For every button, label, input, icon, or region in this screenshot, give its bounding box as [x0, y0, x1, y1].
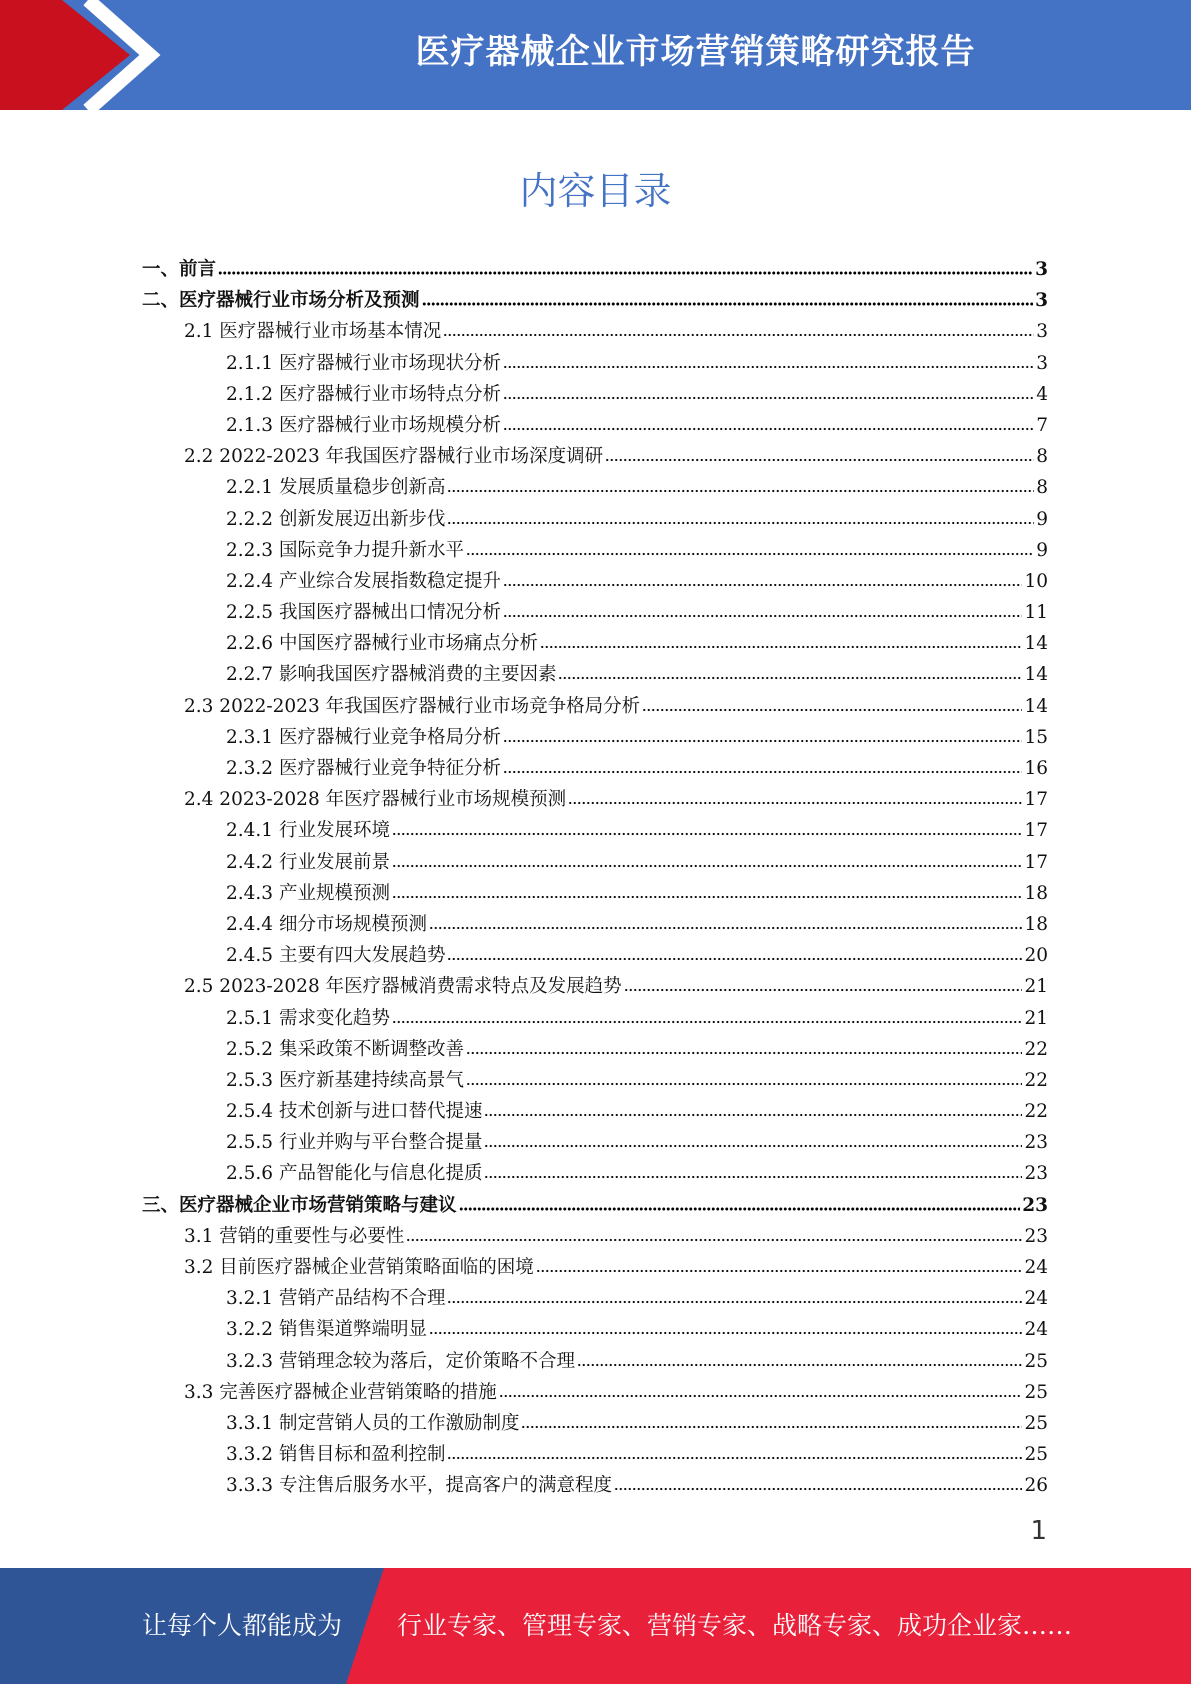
toc-entry-page: 18 [1024, 913, 1048, 935]
toc-dot-leader [568, 797, 1022, 805]
toc-entry-title: 3.3.1 制定营销人员的工作激励制度 [226, 1412, 520, 1434]
toc-entry-title: 2.2.2 创新发展迈出新步伐 [226, 508, 446, 530]
toc-entry[interactable] [142, 285, 1048, 316]
toc-entry[interactable] [142, 566, 1048, 597]
toc-dot-leader [466, 548, 1034, 556]
toc-dot-leader [605, 454, 1034, 462]
toc-entry[interactable] [142, 1252, 1048, 1283]
toc-entry-title: 2.3.1 医疗器械行业竞争格局分析 [226, 726, 501, 748]
toc-entry-page: 17 [1024, 789, 1048, 811]
toc-dot-leader [577, 1359, 1022, 1367]
toc-entry-page: 20 [1024, 945, 1048, 967]
toc-heading: 内容目录 [519, 169, 672, 213]
table-of-contents [142, 254, 1048, 1502]
toc-dot-leader [392, 891, 1022, 899]
toc-dot-leader [443, 329, 1034, 337]
toc-dot-leader [614, 1483, 1022, 1491]
footer-slogan-right: 行业专家、管理专家、营销专家、战略专家、成功企业家…… [397, 1611, 1073, 1640]
toc-dot-leader [447, 953, 1022, 961]
toc-dot-leader [624, 984, 1023, 992]
toc-entry-page: 8 [1036, 477, 1048, 499]
toc-entry[interactable] [142, 815, 1048, 846]
toc-entry-page: 3 [1035, 259, 1048, 280]
toc-entry-title: 2.4.3 产业规模预测 [226, 882, 390, 904]
toc-entry[interactable] [142, 628, 1048, 659]
toc-dot-leader [466, 1078, 1022, 1086]
toc-dot-leader [503, 579, 1022, 587]
toc-entry-page: 21 [1024, 976, 1048, 998]
toc-entry[interactable] [142, 472, 1048, 503]
toc-dot-leader [503, 392, 1034, 400]
toc-dot-leader [447, 1296, 1022, 1304]
toc-entry[interactable] [142, 535, 1048, 566]
toc-dot-leader [521, 1421, 1022, 1429]
toc-entry-page: 10 [1024, 570, 1048, 592]
page-number: 1 [1030, 1516, 1047, 1546]
toc-entry[interactable] [142, 722, 1048, 753]
toc-entry[interactable] [142, 1034, 1048, 1065]
toc-entry-title: 3.2.2 销售渠道弊端明显 [226, 1319, 427, 1341]
toc-entry-title: 2.2.3 国际竞争力提升新水平 [226, 539, 464, 561]
toc-entry-page: 7 [1036, 414, 1048, 436]
toc-entry-title: 2.4.5 主要有四大发展趋势 [226, 945, 446, 967]
toc-entry[interactable] [142, 753, 1048, 784]
toc-entry-title: 2.2.5 我国医疗器械出口情况分析 [226, 602, 501, 624]
toc-entry[interactable] [142, 784, 1048, 815]
toc-entry[interactable] [142, 878, 1048, 909]
toc-entry-page: 22 [1024, 1038, 1048, 1060]
toc-entry-page: 3 [1035, 290, 1048, 312]
toc-dot-leader [429, 1327, 1022, 1335]
toc-entry-title: 3.3.3 专注售后服务水平，提高客户的满意程度 [226, 1475, 612, 1497]
toc-entry[interactable] [142, 1065, 1048, 1096]
toc-dot-leader [536, 1265, 1023, 1273]
toc-entry-page: 14 [1024, 664, 1048, 686]
toc-entry-title: 2.4.1 行业发展环境 [226, 820, 390, 842]
toc-entry-title: 2.2.6 中国医疗器械行业市场痛点分析 [226, 633, 538, 655]
header-arrow-decoration [0, 0, 200, 110]
toc-entry[interactable] [142, 1003, 1048, 1034]
toc-dot-leader [459, 1203, 1021, 1211]
toc-entry-page: 23 [1024, 1163, 1048, 1185]
toc-entry-title: 2.5.4 技术创新与进口替代提速 [226, 1101, 483, 1123]
toc-entry[interactable] [142, 1377, 1048, 1408]
toc-entry-page: 14 [1024, 633, 1048, 655]
toc-entry[interactable] [142, 410, 1048, 441]
toc-entry[interactable] [142, 1158, 1048, 1189]
toc-entry-page: 4 [1036, 383, 1048, 405]
toc-entry[interactable] [142, 940, 1048, 971]
toc-dot-leader [429, 922, 1022, 930]
toc-entry[interactable] [142, 971, 1048, 1002]
toc-entry-title: 2.4 2023-2028 年医疗器械行业市场规模预测 [184, 789, 567, 811]
toc-entry[interactable] [142, 1314, 1048, 1345]
toc-entry-page: 9 [1036, 539, 1048, 561]
toc-entry-page: 24 [1024, 1319, 1048, 1341]
toc-entry-page: 17 [1024, 820, 1048, 842]
toc-entry-title: 2.2.7 影响我国医疗器械消费的主要因素 [226, 664, 557, 686]
toc-entry[interactable] [142, 441, 1048, 472]
toc-dot-leader [503, 423, 1034, 431]
toc-entry-title: 一、前言 [142, 259, 217, 280]
toc-entry-title: 2.2.1 发展质量稳步创新高 [226, 477, 446, 499]
toc-entry-page: 17 [1024, 851, 1048, 873]
page-header [0, 0, 1191, 110]
toc-dot-leader [642, 704, 1022, 712]
toc-entry[interactable] [142, 1096, 1048, 1127]
toc-entry-page: 14 [1024, 695, 1048, 717]
toc-dot-leader [218, 267, 1033, 275]
toc-dot-leader [466, 1047, 1022, 1055]
toc-entry[interactable] [142, 1127, 1048, 1158]
toc-entry-page: 9 [1036, 508, 1048, 530]
toc-entry-page: 22 [1024, 1069, 1048, 1091]
toc-entry-title: 3.3.2 销售目标和盈利控制 [226, 1444, 446, 1466]
toc-dot-leader [484, 1171, 1022, 1179]
toc-entry[interactable] [142, 379, 1048, 410]
toc-entry-page: 21 [1024, 1007, 1048, 1029]
toc-entry-title: 3.2.1 营销产品结构不合理 [226, 1288, 446, 1310]
toc-entry[interactable] [142, 1190, 1048, 1221]
toc-entry[interactable] [142, 348, 1048, 379]
toc-entry-title: 3.3 完善医疗器械企业营销策略的措施 [184, 1381, 497, 1403]
toc-dot-leader [484, 1109, 1022, 1117]
toc-dot-leader [503, 766, 1022, 774]
toc-entry[interactable] [142, 1221, 1048, 1252]
toc-dot-leader [558, 672, 1022, 680]
toc-entry-page: 23 [1022, 1194, 1048, 1216]
toc-entry-title: 2.4.2 行业发展前景 [226, 851, 390, 873]
toc-entry-title: 2.5.6 产品智能化与信息化提质 [226, 1163, 483, 1185]
toc-dot-leader [392, 828, 1022, 836]
toc-entry-title: 3.1 营销的重要性与必要性 [184, 1225, 405, 1247]
toc-entry[interactable] [142, 1470, 1048, 1501]
toc-entry-page: 15 [1024, 726, 1048, 748]
toc-entry[interactable] [142, 597, 1048, 628]
toc-entry-page: 25 [1024, 1412, 1048, 1434]
toc-entry[interactable] [142, 316, 1048, 347]
toc-entry-page: 18 [1024, 882, 1048, 904]
toc-entry-title: 三、医疗器械企业市场营销策略与建议 [142, 1194, 457, 1216]
toc-dot-leader [406, 1234, 1022, 1242]
toc-entry[interactable] [142, 909, 1048, 940]
toc-entry-page: 25 [1024, 1444, 1048, 1466]
toc-entry-page: 24 [1024, 1288, 1048, 1310]
toc-entry[interactable] [142, 1408, 1048, 1439]
toc-entry-page: 3 [1036, 352, 1048, 374]
toc-entry-title: 2.5.2 集采政策不断调整改善 [226, 1038, 464, 1060]
toc-entry-title: 2.1.2 医疗器械行业市场特点分析 [226, 383, 501, 405]
toc-entry-page: 8 [1036, 446, 1048, 468]
toc-entry-title: 2.2 2022-2023 年我国医疗器械行业市场深度调研 [184, 446, 604, 468]
toc-entry-page: 26 [1024, 1475, 1048, 1497]
toc-entry-title: 2.3.2 医疗器械行业竞争特征分析 [226, 758, 501, 779]
toc-entry-page: 25 [1024, 1381, 1048, 1403]
toc-entry-title: 2.1.3 医疗器械行业市场规模分析 [226, 414, 501, 436]
toc-dot-leader [447, 1452, 1022, 1460]
toc-entry-title: 2.2.4 产业综合发展指数稳定提升 [226, 570, 501, 592]
toc-dot-leader [540, 641, 1022, 649]
toc-entry-title: 3.2 目前医疗器械企业营销策略面临的困境 [184, 1257, 534, 1278]
toc-dot-leader [503, 735, 1022, 743]
toc-entry-page: 22 [1024, 1101, 1048, 1123]
toc-dot-leader [422, 298, 1034, 306]
toc-dot-leader [503, 361, 1034, 369]
toc-entry[interactable] [142, 1283, 1048, 1314]
toc-entry-title: 2.5.1 需求变化趋势 [226, 1007, 390, 1029]
toc-dot-leader [392, 1016, 1022, 1024]
toc-entry-title: 2.1.1 医疗器械行业市场现状分析 [226, 352, 501, 374]
toc-entry[interactable] [142, 1439, 1048, 1470]
toc-entry-title: 2.3 2022-2023 年我国医疗器械行业市场竞争格局分析 [184, 695, 641, 717]
toc-entry-title: 2.5 2023-2028 年医疗器械消费需求特点及发展趋势 [184, 976, 622, 998]
toc-dot-leader [447, 485, 1034, 493]
toc-entry-page: 11 [1024, 602, 1048, 624]
toc-entry-title: 2.5.3 医疗新基建持续高景气 [226, 1069, 464, 1091]
toc-entry[interactable] [142, 691, 1048, 722]
toc-entry-page: 16 [1024, 758, 1048, 779]
toc-dot-leader [484, 1140, 1022, 1148]
toc-entry-page: 24 [1024, 1257, 1048, 1278]
toc-entry-title: 3.2.3 营销理念较为落后，定价策略不合理 [226, 1350, 575, 1372]
toc-entry[interactable] [142, 254, 1048, 285]
toc-entry-title: 2.5.5 行业并购与平台整合提量 [226, 1132, 483, 1154]
toc-entry-page: 25 [1024, 1350, 1048, 1372]
toc-dot-leader [499, 1390, 1023, 1398]
toc-entry-title: 2.1 医疗器械行业市场基本情况 [184, 321, 442, 343]
toc-entry[interactable] [142, 1346, 1048, 1377]
toc-dot-leader [503, 610, 1022, 618]
toc-entry[interactable] [142, 659, 1048, 690]
toc-entry-page: 23 [1024, 1132, 1048, 1154]
toc-dot-leader [392, 860, 1022, 868]
toc-entry[interactable] [142, 847, 1048, 878]
toc-entry-page: 23 [1024, 1225, 1048, 1247]
toc-entry-page: 3 [1036, 321, 1048, 343]
toc-entry[interactable] [142, 504, 1048, 535]
toc-dot-leader [447, 517, 1034, 525]
toc-entry-title: 2.4.4 细分市场规模预测 [226, 913, 427, 935]
page-footer [0, 1568, 1191, 1684]
footer-slogan-left: 让每个人都能成为 [142, 1611, 343, 1640]
toc-entry-title: 二、医疗器械行业市场分析及预测 [142, 290, 420, 312]
report-title: 医疗器械企业市场营销策略研究报告 [415, 32, 976, 72]
